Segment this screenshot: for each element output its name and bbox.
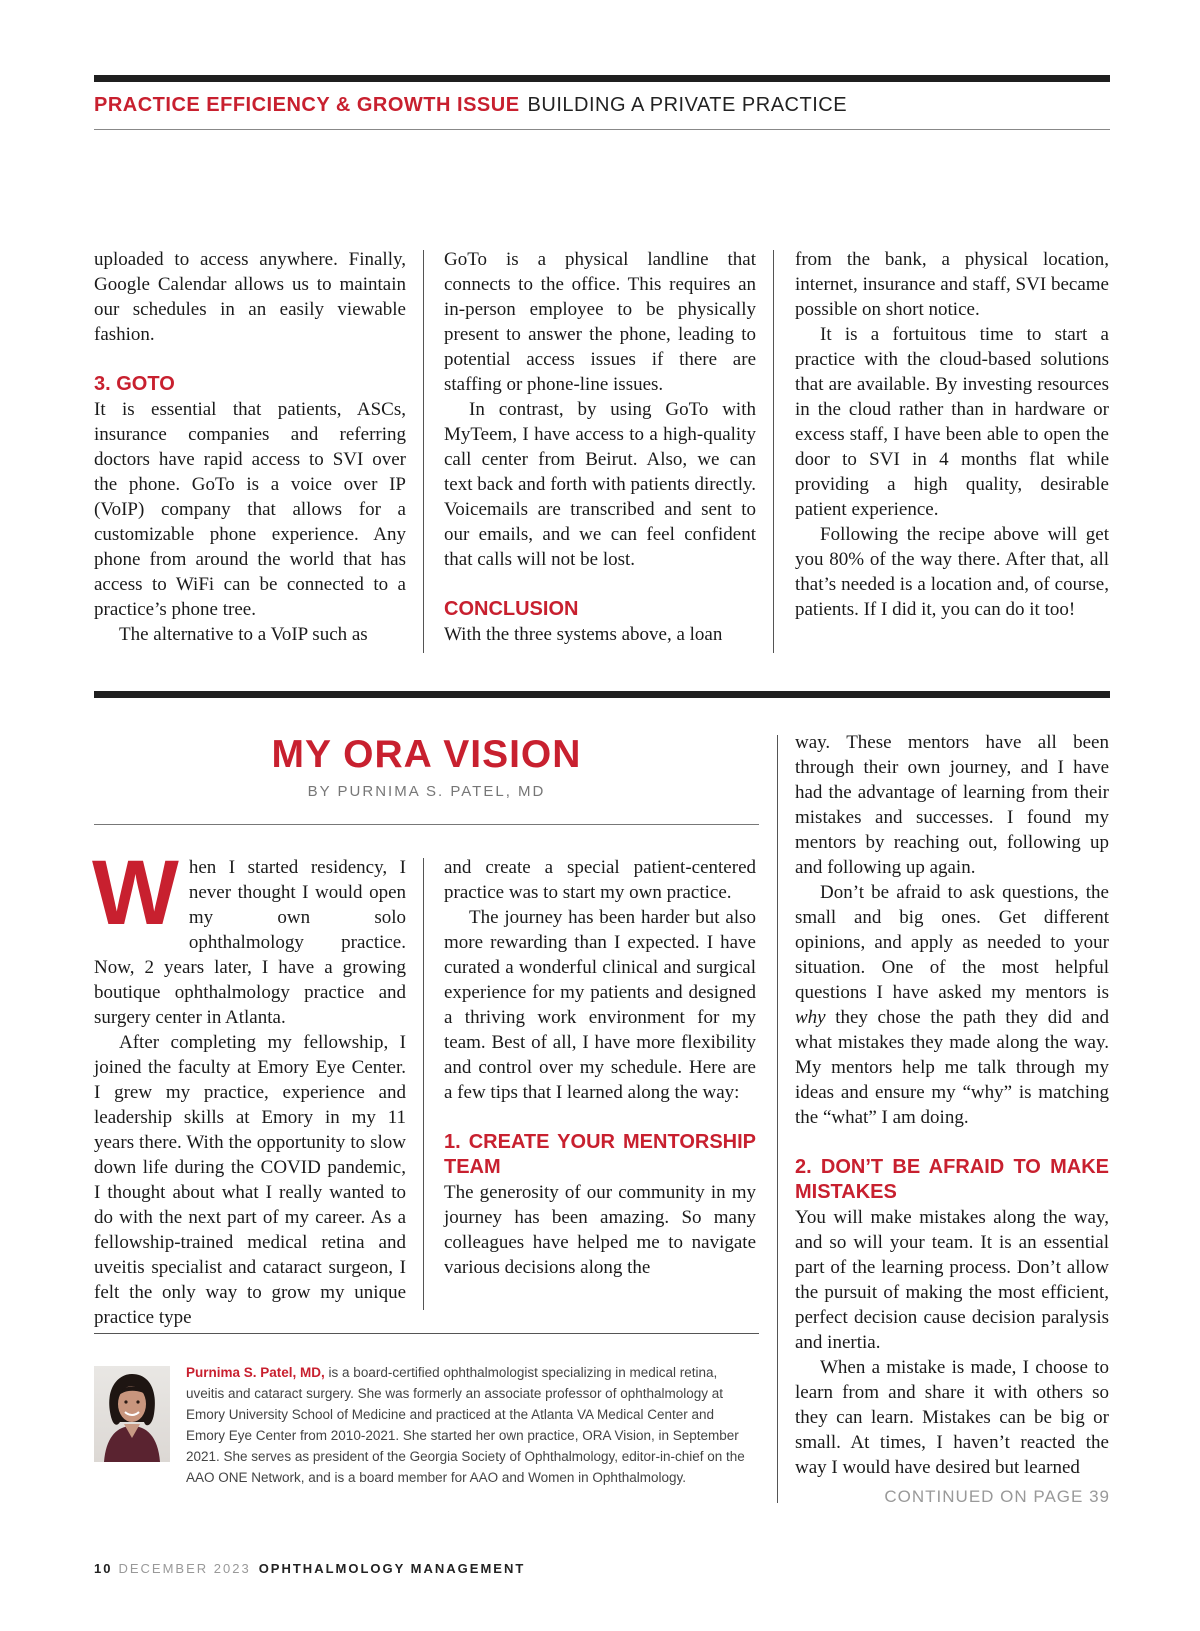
paragraph (795, 880, 1109, 1130)
paragraph-text: they chose the path they did and what mistakes they made along the way. My mentors help me talk through my ideas and ensure my “why” is matching the “what” I am doing. (795, 1007, 1109, 1128)
paragraph (92, 842, 406, 1030)
bottom-article-column-2 (444, 855, 756, 1280)
author-photo (94, 1366, 170, 1462)
section-rule (94, 691, 1110, 698)
paragraph: way. These mentors have all been through their own journey, and I have had the advantage of learning from their mistakes and successes. I found my mentors by reaching out, following up and following up again. (795, 732, 1109, 878)
emphasis-why: why (795, 1007, 826, 1028)
paragraph: It is a fortuitous time to start a practice with the cloud-based solutions that are available. By investing resources in the cloud rather than in hardware or excess staff, I have been able to open the door to SVI in 4 months flat while providing a high quality, desirable patient experience. (795, 324, 1109, 520)
author-name: Purnima S. Patel, MD, (186, 1365, 325, 1380)
page-header (94, 94, 1110, 122)
header-rule (94, 129, 1110, 130)
paragraph: The generosity of our community in my journey has been amazing. So many colleagues have helped me to navigate various decisions along the (444, 1182, 756, 1278)
byline-rule (94, 824, 759, 825)
paragraph: Following the recipe above will get you 80% of the way there. After that, all that’s needed is a location and, of course, patients. If I did it, you can do it too! (795, 524, 1109, 620)
page-footer (94, 1561, 525, 1576)
continued-notice: CONTINUED ON PAGE 39 (884, 1487, 1110, 1506)
paragraph: The journey has been harder but also more rewarding than I expected. I have curated a wonderful clinical and surgical experience for my patients and designed a thriving work environment for my team. Best of all, I have more flexibility and control over my schedule. Here are a few tips that I learned along the way: (444, 907, 756, 1103)
subhead-goto: 3. GOTO (94, 373, 175, 395)
issue-date: DECEMBER 2023 (118, 1561, 251, 1576)
paragraph: GoTo is a physical landline that connects to the office. This requires an in-person employee to be physically present to answer the phone, leading to potential access issues if there are staffing or phone-line issues. (444, 249, 756, 395)
column-divider (773, 250, 774, 653)
top-rule (94, 75, 1110, 82)
paragraph: You will make mistakes along the way, and so will your team. It is an essential part of the learning process. Don’t allow the pursuit of making the most efficient, perfect decision cause decision paralysis and inertia. (795, 1207, 1109, 1353)
top-article-column-2 (444, 247, 756, 647)
issue-label: PRACTICE EFFICIENCY & GROWTH ISSUE (94, 94, 520, 116)
paragraph-text: hen I started residency, I never thought I would open my own solo ophthalmology practice. Now, 2 years later, I have a growing boutique ophthalmology practice and surgery center in Atlanta. (94, 857, 406, 1028)
top-article-column-3 (795, 247, 1109, 622)
paragraph: It is essential that patients, ASCs, insurance companies and referring doctors have rapid access to SVI over the phone. GoTo is a voice over IP (VoIP) company that allows for a customizable phone experience. Any phone from around the world that has access to WiFi can be connected to a practice’s phone tree. (94, 399, 406, 620)
author-bio (186, 1362, 756, 1488)
magazine-name: OPHTHALMOLOGY MANAGEMENT (258, 1561, 526, 1576)
paragraph: With the three systems above, a loan (444, 624, 723, 645)
paragraph: When a mistake is made, I choose to learn from and share it with others so they can learn. Mistakes can be big or small. At times, I haven’t reacted the way I would have desired but learned (795, 1357, 1109, 1478)
bottom-article-column-3 (795, 730, 1109, 1480)
paragraph: In contrast, by using GoTo with MyTeem, I have access to a high-quality call center from Beirut. Also, we can text back and forth with patients directly. Voicemails are transcribed and sent to our emails, and we can feel confident that calls will not be lost. (444, 399, 756, 570)
paragraph: from the bank, a physical location, internet, insurance and staff, SVI became possible on short notice. (795, 249, 1109, 320)
subhead-mistakes: 2. DON’T BE AFRAID TO MAKE MISTAKES (795, 1156, 1109, 1203)
column-divider (423, 858, 424, 1310)
paragraph: The alternative to a VoIP such as (119, 624, 368, 645)
page-number: 10 (94, 1561, 113, 1576)
subhead-conclusion: CONCLUSION (444, 598, 579, 620)
paragraph: and create a special patient-centered practice was to start my own practice. (444, 857, 756, 903)
paragraph: uploaded to access anywhere. Finally, Google Calendar allows us to maintain our schedules in an easily viewable fashion. (94, 249, 406, 345)
subhead-mentorship: 1. CREATE YOUR MENTORSHIP TEAM (444, 1131, 756, 1178)
article-byline: BY PURNIMA S. PATEL, MD (307, 783, 546, 800)
bio-rule (94, 1333, 759, 1334)
section-label: BUILDING A PRIVATE PRACTICE (527, 94, 848, 116)
drop-cap: W (92, 842, 179, 944)
top-article-column-1 (94, 247, 406, 647)
column-divider (423, 250, 424, 653)
bottom-article-column-1 (92, 842, 406, 1330)
paragraph: After completing my fellowship, I joined the faculty at Emory Eye Center. I grew my practice, experience and leadership skills at Emory in my 11 years there. With the opportunity to slow down life during the COVID pandemic, I thought about what I really wanted to do with the next part of my career. As a fellowship-trained medical retina and uveitis specialist and cataract surgeon, I felt the only way to grow my unique practice type (94, 1032, 406, 1328)
bio-text: is a board-certified ophthalmologist specializing in medical retina, uveitis and cataract surgery. She was formerly an associate professor of ophthalmology at Emory University School of Medicine and practiced at the Atlanta VA Medical Center and Emory Eye Center from 2010-2021. She started her own practice, ORA Vision, in September 2021. She serves as president of the Georgia Society of Ophthalmology, editor-in-chief on the AAO ONE Network, and is a board member for AAO and Women in Ophthalmology. (186, 1365, 745, 1485)
paragraph-text: Don’t be afraid to ask questions, the small and big ones. Get different opinions, and apply as needed to your situation. One of the most helpful questions I have asked my mentors is (795, 882, 1109, 1003)
column-divider (777, 735, 778, 1503)
author-portrait-icon (94, 1366, 170, 1462)
article-title: MY ORA VISION (271, 733, 582, 776)
